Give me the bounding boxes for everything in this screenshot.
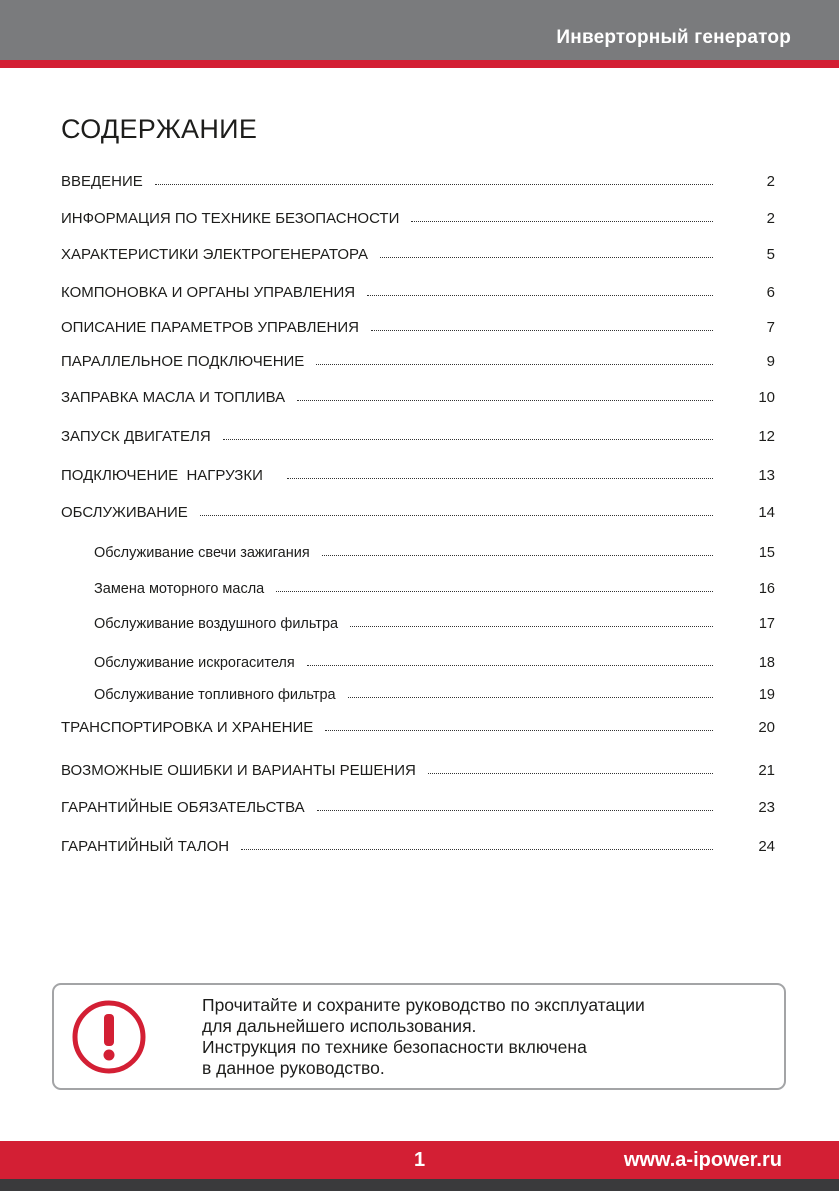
toc-leader-dots — [350, 625, 713, 627]
toc-item-page: 7 — [766, 319, 775, 336]
toc-item-page: 10 — [758, 389, 775, 406]
toc-item-label: ПАРАЛЛЕЛЬНОЕ ПОДКЛЮЧЕНИЕ — [61, 353, 305, 370]
toc-item-label: ЗАПРАВКА МАСЛА И ТОПЛИВА — [61, 389, 286, 406]
toc-item-label: ГАРАНТИЙНЫЙ ТАЛОН — [61, 838, 230, 855]
toc-leader-dots — [411, 220, 713, 222]
toc-leader-dots — [287, 477, 713, 479]
toc-item[interactable] — [61, 833, 775, 855]
toc-item[interactable] — [61, 314, 775, 336]
toc-leader-dots — [322, 554, 713, 556]
toc-item-page: 2 — [766, 173, 775, 190]
toc-leader-dots — [348, 696, 713, 698]
page-footer — [0, 1141, 839, 1179]
toc-item-label: ОПИСАНИЕ ПАРАМЕТРОВ УПРАВЛЕНИЯ — [61, 319, 359, 336]
toc-item-page: 24 — [758, 838, 775, 855]
footer-bottom-bar — [0, 1179, 839, 1191]
notice-line: Прочитайте и сохраните руководство по эксплуатации — [202, 995, 645, 1015]
toc-leader-dots — [200, 514, 713, 516]
toc-item-page: 16 — [758, 581, 775, 597]
exclamation-circle-icon — [71, 999, 147, 1075]
toc-leader-dots — [325, 729, 713, 731]
toc-item-page: 18 — [758, 655, 775, 671]
toc-item-label: КОМПОНОВКА И ОРГАНЫ УПРАВЛЕНИЯ — [61, 284, 356, 301]
toc-leader-dots — [241, 848, 713, 850]
toc-item-label: Обслуживание искрогасителя — [94, 655, 295, 671]
toc-item[interactable] — [61, 499, 775, 521]
notice-line: Инструкция по технике безопасности включена — [202, 1037, 587, 1057]
toc-item-label: ЗАПУСК ДВИГАТЕЛЯ — [61, 428, 211, 445]
toc-item[interactable] — [61, 205, 775, 227]
toc-item-page: 21 — [758, 762, 775, 779]
toc-item-page: 5 — [766, 246, 775, 263]
notice-box — [52, 983, 786, 1090]
toc-item[interactable] — [61, 279, 775, 301]
toc-item-label: ПОДКЛЮЧЕНИЕ НАГРУЗКИ — [61, 467, 263, 484]
toc-item-label: Обслуживание воздушного фильтра — [94, 616, 339, 632]
toc-item-page: 19 — [758, 687, 775, 703]
toc-subitem[interactable] — [94, 681, 775, 703]
toc-subitem[interactable] — [94, 649, 775, 671]
toc-leader-dots — [307, 664, 713, 666]
toc-item[interactable] — [61, 714, 775, 736]
toc-leader-dots — [223, 438, 713, 440]
toc-item-page: 14 — [758, 504, 775, 521]
toc-item[interactable] — [61, 423, 775, 445]
toc-subitem[interactable] — [94, 575, 775, 597]
toc-item[interactable] — [61, 794, 775, 816]
notice-text — [202, 995, 645, 1079]
toc-item-label: Обслуживание топливного фильтра — [94, 687, 336, 703]
toc-subitem[interactable] — [94, 539, 775, 561]
toc-item-page: 13 — [758, 467, 775, 484]
toc-item-label: ТРАНСПОРТИРОВКА И ХРАНЕНИЕ — [61, 719, 314, 736]
toc-item-page: 15 — [758, 545, 775, 561]
toc-item-label: ВВЕДЕНИЕ — [61, 173, 143, 190]
toc-item-label: ГАРАНТИЙНЫЕ ОБЯЗАТЕЛЬСТВА — [61, 799, 305, 816]
header-title: Инверторный генератор — [556, 27, 791, 48]
toc-item[interactable] — [61, 757, 775, 779]
toc-item-page: 2 — [766, 210, 775, 227]
toc-leader-dots — [317, 809, 713, 811]
toc-item-page: 20 — [758, 719, 775, 736]
toc-leader-dots — [276, 590, 713, 592]
toc-item-label: ИНФОРМАЦИЯ ПО ТЕХНИКЕ БЕЗОПАСНОСТИ — [61, 210, 400, 227]
toc-leader-dots — [380, 256, 713, 258]
toc-item-label: Замена моторного масла — [94, 581, 265, 597]
toc-leader-dots — [155, 183, 713, 185]
toc-item[interactable] — [61, 241, 775, 263]
toc-item[interactable] — [61, 348, 775, 370]
toc-item-label: ХАРАКТЕРИСТИКИ ЭЛЕКТРОГЕНЕРАТОРА — [61, 246, 369, 263]
toc-item[interactable] — [61, 384, 775, 406]
toc-item-page: 6 — [766, 284, 775, 301]
notice-line: в данное руководство. — [202, 1058, 385, 1078]
website-url[interactable]: www.a-ipower.ru — [623, 1149, 782, 1171]
toc-item-label: ВОЗМОЖНЫЕ ОШИБКИ И ВАРИАНТЫ РЕШЕНИЯ — [61, 762, 416, 779]
toc-leader-dots — [371, 329, 713, 331]
toc-leader-dots — [428, 772, 713, 774]
toc-item-label: ОБСЛУЖИВАНИЕ — [61, 504, 188, 521]
notice-line: для дальнейшего использования. — [202, 1016, 477, 1036]
toc-item-label: Обслуживание свечи зажигания — [94, 545, 310, 561]
toc-leader-dots — [297, 399, 713, 401]
page-title: СОДЕРЖАНИЕ — [61, 114, 258, 144]
toc-item[interactable] — [61, 462, 775, 484]
toc-item-page: 17 — [758, 616, 775, 632]
toc-leader-dots — [316, 363, 713, 365]
toc-item-page: 12 — [758, 428, 775, 445]
toc-item-page: 23 — [758, 799, 775, 816]
toc-subitem[interactable] — [94, 610, 775, 632]
page-number: 1 — [414, 1149, 426, 1171]
toc-leader-dots — [367, 294, 713, 296]
toc-item-page: 9 — [766, 353, 775, 370]
toc-item[interactable] — [61, 168, 775, 190]
